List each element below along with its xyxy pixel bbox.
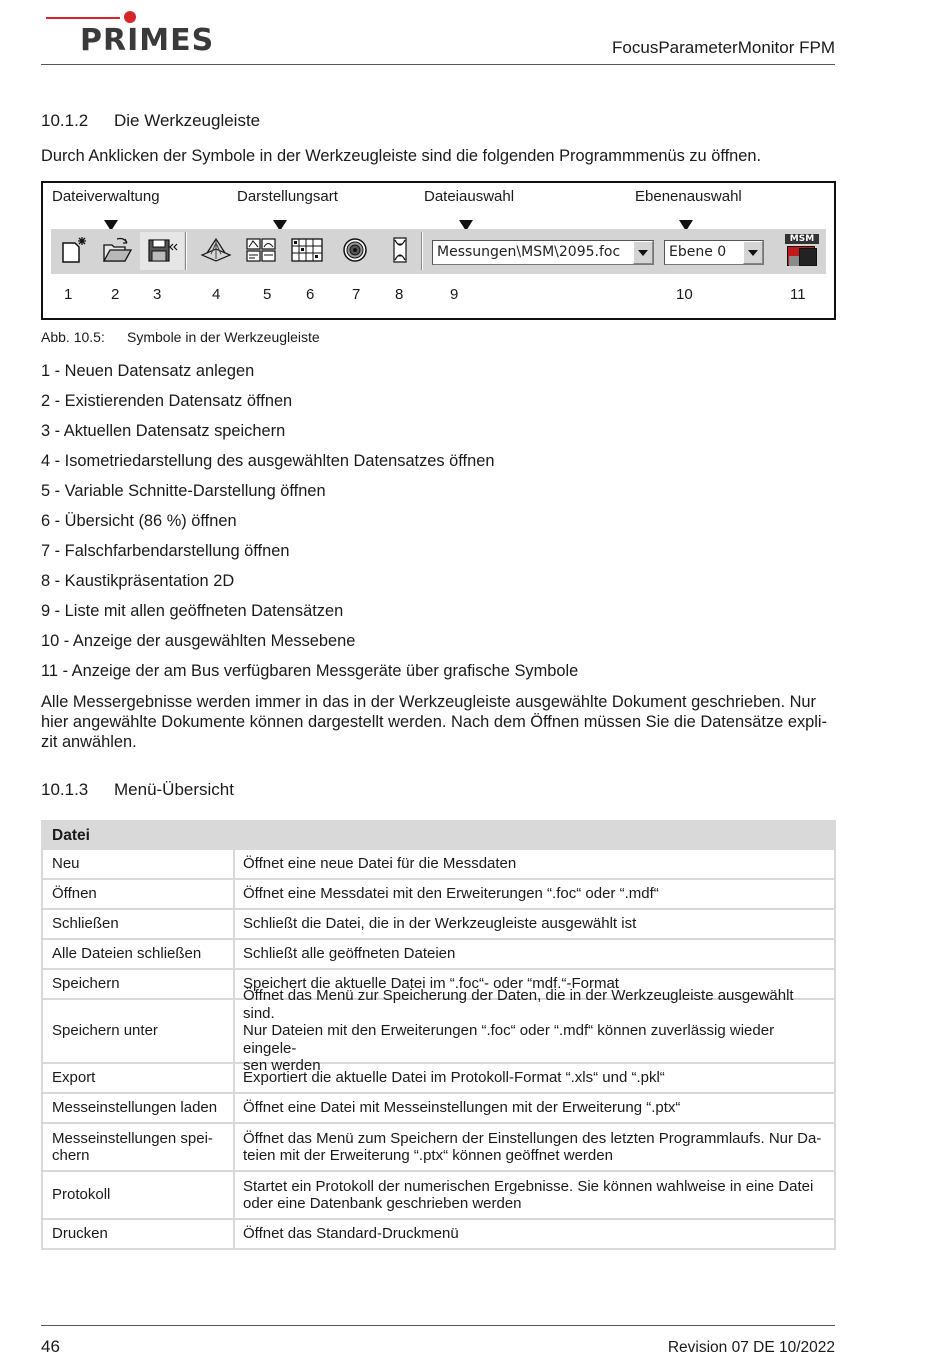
menu-item-description (235, 1172, 836, 1218)
menu-item-description (235, 1220, 836, 1248)
msm-device-button[interactable] (784, 233, 820, 269)
category-label: Dateiauswahl (424, 188, 515, 205)
menu-item-name (41, 880, 235, 908)
menu-item-description (235, 1124, 836, 1170)
menu-item-name (41, 940, 235, 968)
menu-item-name-line: Messeinstellungen spei- (52, 1129, 213, 1147)
section-number: 10.1.2 (41, 111, 89, 130)
caustic-2d-button[interactable] (382, 232, 418, 268)
menu-item-name-line: Öffnen (52, 885, 97, 903)
legend-item: 3 - Aktuellen Datensatz speichern (41, 422, 286, 440)
table-row (41, 1220, 836, 1250)
menu-item-name-line: Speichern (52, 975, 120, 993)
menu-item-name-line: Neu (52, 855, 80, 873)
menu-item-description (235, 940, 836, 968)
category-label: Darstellungsart (237, 188, 338, 205)
section-number: 10.1.3 (41, 780, 89, 799)
variable-sections-icon (244, 235, 278, 265)
menu-item-description (235, 1064, 836, 1092)
isometric-view-button[interactable] (198, 232, 234, 268)
menu-item-description-line: teien mit der Erweiterung “.ptx“ können geöffnet werden (243, 1147, 613, 1164)
icon-number: 3 (153, 286, 162, 303)
menu-item-name-line: Alle Dateien schließen (52, 945, 202, 963)
icon-number: 1 (64, 286, 73, 303)
menu-item-name (41, 970, 235, 998)
table-row (41, 987, 836, 1075)
legend-item: 6 - Übersicht (86 %) öffnen (41, 512, 237, 530)
menu-item-description-line: Speichert die aktuelle Datei im “.foc“- oder “mdf.“-Format (243, 975, 619, 993)
menu-item-description (235, 850, 836, 878)
menu-item-description (235, 987, 836, 1075)
menu-item-name-line: Protokoll (52, 1186, 111, 1204)
document-title: FocusParameterMonitor FPM (612, 38, 835, 57)
menu-item-description (235, 1094, 836, 1122)
menu-item-description-line: Nur Dateien mit den Erweiterungen “.foc“ oder “.mdf“ können zuverlässig wieder eingele- (243, 1022, 775, 1057)
menu-item-description-line: Schließt die Datei, die in der Werkzeugleiste ausgewählt ist (243, 915, 637, 933)
isometric-view-icon (200, 235, 232, 265)
menu-item-description-line: Öffnet eine Datei mit Messeinstellungen mit der Erweiterung “.ptx“ (243, 1099, 681, 1117)
legend-item: 7 - Falschfarbendarstellung öffnen (41, 542, 290, 560)
legend-item: 10 - Anzeige der ausgewählten Messebene (41, 632, 356, 650)
overview-button[interactable] (289, 232, 325, 268)
table-header: Datei (41, 820, 836, 850)
false-color-icon (340, 235, 370, 265)
menu-item-description-line: Startet ein Protokoll der numerischen Ergebnisse. Sie können wahlweise in eine Datei (243, 1177, 814, 1195)
menu-item-name (41, 1000, 235, 1062)
save-disk-icon (144, 236, 180, 266)
icon-number: 11 (790, 286, 806, 303)
category-label: Ebenenauswahl (635, 188, 742, 205)
icon-number: 5 (263, 286, 272, 303)
variable-sections-button[interactable] (243, 232, 279, 268)
category-label: Dateiverwaltung (52, 188, 160, 205)
toolbar-separator (421, 232, 423, 270)
menu-item-name (41, 850, 235, 878)
table-row (41, 1094, 836, 1124)
menu-item-name (41, 1064, 235, 1092)
primes-logo: PRIMES (80, 23, 215, 58)
menu-item-description-line: Öffnet das Standard-Druckmenü (243, 1225, 459, 1243)
new-dataset-button[interactable] (55, 232, 91, 268)
menu-item-name-line: Messeinstellungen laden (52, 1099, 218, 1117)
footer-divider (41, 1325, 835, 1326)
table-row (41, 1172, 836, 1220)
table-row (41, 910, 836, 940)
page-number: 46 (41, 1337, 60, 1356)
menu-table (41, 820, 836, 1250)
section-title: Die Werkzeugleiste (114, 111, 261, 130)
menu-item-name-line: Export (52, 1069, 96, 1087)
figure-caption-text: Symbole in der Werkzeugleiste (127, 329, 320, 345)
section-title: Menü-Übersicht (114, 780, 234, 799)
menu-item-description-line: Öffnet das Menü zum Speichern der Einstellungen des letzten Programmlaufs. Nur Da- (243, 1129, 822, 1147)
table-row (41, 940, 836, 970)
legend-item: 5 - Variable Schnitte-Darstellung öffnen (41, 482, 326, 500)
menu-item-description-line: Exportiert die aktuelle Datei im Protokoll-Format “.xls“ und “.pkl“ (243, 1069, 665, 1087)
header-divider (41, 64, 835, 65)
menu-item-name (41, 1124, 235, 1170)
icon-number: 8 (395, 286, 404, 303)
figure-caption-label: Abb. 10.5: (41, 329, 105, 345)
overview-grid-icon (290, 235, 324, 265)
menu-item-description-line: Öffnet das Menü zur Speicherung der Daten, die in der Werkzeugleiste ausgewählt sind. (243, 987, 794, 1022)
table-row (41, 850, 836, 880)
new-file-icon (58, 235, 88, 265)
icon-number: 7 (352, 286, 361, 303)
legend-item: 8 - Kaustikpräsentation 2D (41, 572, 235, 590)
caustic-2d-icon (385, 235, 415, 265)
menu-item-name-line: chern (52, 1147, 90, 1164)
layer-select[interactable]: Ebene 0 (664, 240, 764, 265)
menu-item-name (41, 910, 235, 938)
table-row (41, 1124, 836, 1172)
menu-item-description-line: Öffnet eine Messdatei mit den Erweiterungen “.foc“ oder “.mdf“ (243, 885, 659, 903)
menu-item-name-line: Speichern unter (52, 1022, 158, 1040)
file-select[interactable]: Messungen\MSM\2095.foc (432, 240, 654, 265)
result-paragraph-line: Alle Messergebnisse werden immer in das in der Werkzeugleiste ausgewählte Dokument geschrieben. Nur (41, 693, 816, 711)
icon-number: 2 (111, 286, 120, 303)
result-paragraph-line: zit anwählen. (41, 733, 137, 751)
revision-label: Revision 07 DE 10/2022 (667, 1339, 835, 1356)
logo-dot (124, 11, 136, 23)
icon-number: 6 (306, 286, 315, 303)
logo-swoosh (46, 17, 120, 19)
menu-item-description (235, 910, 836, 938)
icon-number: 9 (450, 286, 459, 303)
legend-item: 2 - Existierenden Datensatz öffnen (41, 392, 293, 410)
legend-item: 9 - Liste mit allen geöffneten Datensätzen (41, 602, 344, 620)
menu-item-description-line: oder eine Datenbank geschrieben werden (243, 1195, 522, 1212)
intro-paragraph: Durch Anklicken der Symbole in der Werkzeugleiste sind die folgenden Programmmenüs zu öffnen. (41, 147, 762, 165)
layer-select-dropdown-button[interactable] (743, 241, 763, 264)
open-dataset-button[interactable] (99, 232, 135, 268)
msm-device-icon (785, 234, 819, 268)
menu-item-name (41, 1094, 235, 1122)
result-paragraph-line: hier angewählte Dokumente können dargestellt werden. Nach dem Öffnen müssen Sie die Datensätze expli- (41, 713, 827, 731)
menu-item-description (235, 880, 836, 908)
legend-item: 4 - Isometriedarstellung des ausgewählten Datensatzes öffnen (41, 452, 495, 470)
menu-item-description-line: Öffnet eine neue Datei für die Messdaten (243, 855, 517, 873)
msm-device-label: MSM (785, 234, 819, 244)
table-row (41, 880, 836, 910)
table-row (41, 1064, 836, 1094)
menu-item-name-line: Schließen (52, 915, 119, 933)
menu-item-name (41, 1220, 235, 1248)
menu-item-name-line: Drucken (52, 1225, 108, 1243)
toolbar-separator (185, 232, 187, 270)
open-folder-icon (101, 235, 133, 265)
icon-number: 4 (212, 286, 221, 303)
legend-item: 1 - Neuen Datensatz anlegen (41, 362, 255, 380)
menu-item-name (41, 1172, 235, 1218)
file-select-dropdown-button[interactable] (633, 241, 653, 264)
menu-item-description-line: sen werden (243, 1057, 321, 1075)
false-color-button[interactable] (337, 232, 373, 268)
menu-item-description-line: Schließt alle geöffneten Dateien (243, 945, 456, 963)
icon-number: 10 (676, 286, 693, 303)
save-dataset-button[interactable] (140, 232, 184, 270)
legend-item: 11 - Anzeige der am Bus verfügbaren Messgeräte über grafische Symbole (41, 662, 579, 680)
